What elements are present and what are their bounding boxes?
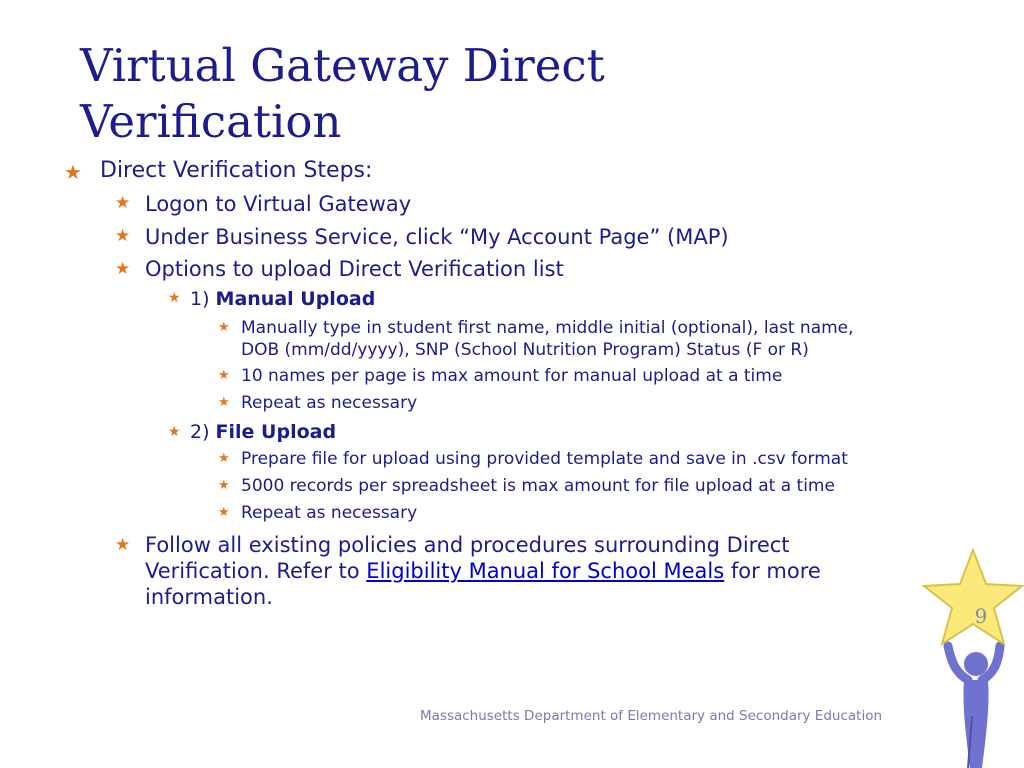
title-line-2: Verification — [80, 95, 342, 148]
bullet-text-line-2 — [145, 559, 821, 583]
page-number: 9 — [974, 604, 988, 628]
figure-icon — [948, 646, 1000, 768]
star-icon: ★ — [115, 226, 131, 246]
file-label: File Upload — [215, 421, 337, 443]
star-icon: ★ — [115, 193, 131, 213]
bullet-text-line-1: Follow all existing policies and procedures surrounding Direct — [145, 533, 790, 557]
star-icon: ★ — [168, 290, 181, 306]
star-icon: ★ — [218, 478, 230, 493]
bullet-text: Repeat as necessary — [241, 393, 418, 413]
bullet-text: Logon to Virtual Gateway — [145, 192, 412, 216]
bullet-text-line-1: Manually type in student first name, middle initial (optional), last name, — [241, 318, 854, 338]
title-line-1: Virtual Gateway Direct — [80, 39, 605, 92]
bullet-text — [190, 288, 375, 310]
eligibility-manual-link[interactable]: Eligibility Manual for School Meals — [366, 559, 725, 583]
bullet-text-line-3: information. — [145, 585, 273, 609]
slide-title — [80, 38, 780, 150]
star-icon: ★ — [218, 395, 230, 410]
bullet-text: Under Business Service, click “My Account Page” (MAP) — [145, 225, 729, 249]
line2-prefix: Verification. Refer to — [145, 559, 367, 583]
line2-suffix: for more — [724, 559, 821, 583]
bullet-text: Repeat as necessary — [241, 503, 418, 523]
manual-label: Manual Upload — [215, 288, 376, 310]
footer-text: Massachusetts Department of Elementary and Secondary Education — [420, 708, 883, 724]
bullet-text: Prepare file for upload using provided template and save in .csv format — [241, 449, 848, 469]
file-number: 2) — [190, 421, 216, 443]
bullet-text — [190, 421, 336, 443]
star-icon: ★ — [64, 160, 82, 184]
bullet-text: Direct Verification Steps: — [100, 158, 373, 183]
manual-number: 1) — [190, 288, 216, 310]
bullet-text: 10 names per page is max amount for manual upload at a time — [241, 366, 783, 386]
bullet-text: Options to upload Direct Verification list — [145, 257, 564, 281]
bullet-text: 5000 records per spreadsheet is max amount for file upload at a time — [241, 476, 835, 496]
star-icon: ★ — [218, 451, 230, 466]
star-icon: ★ — [115, 535, 131, 555]
star-icon: ★ — [218, 320, 230, 335]
star-figure-illustration — [918, 546, 1024, 768]
star-icon: ★ — [218, 368, 230, 383]
star-icon: ★ — [115, 259, 131, 279]
star-icon: ★ — [218, 505, 230, 520]
bullet-text-line-2: DOB (mm/dd/yyyy), SNP (School Nutrition Program) Status (F or R) — [241, 340, 809, 360]
big-star-icon — [924, 550, 1022, 644]
star-icon: ★ — [168, 424, 181, 440]
